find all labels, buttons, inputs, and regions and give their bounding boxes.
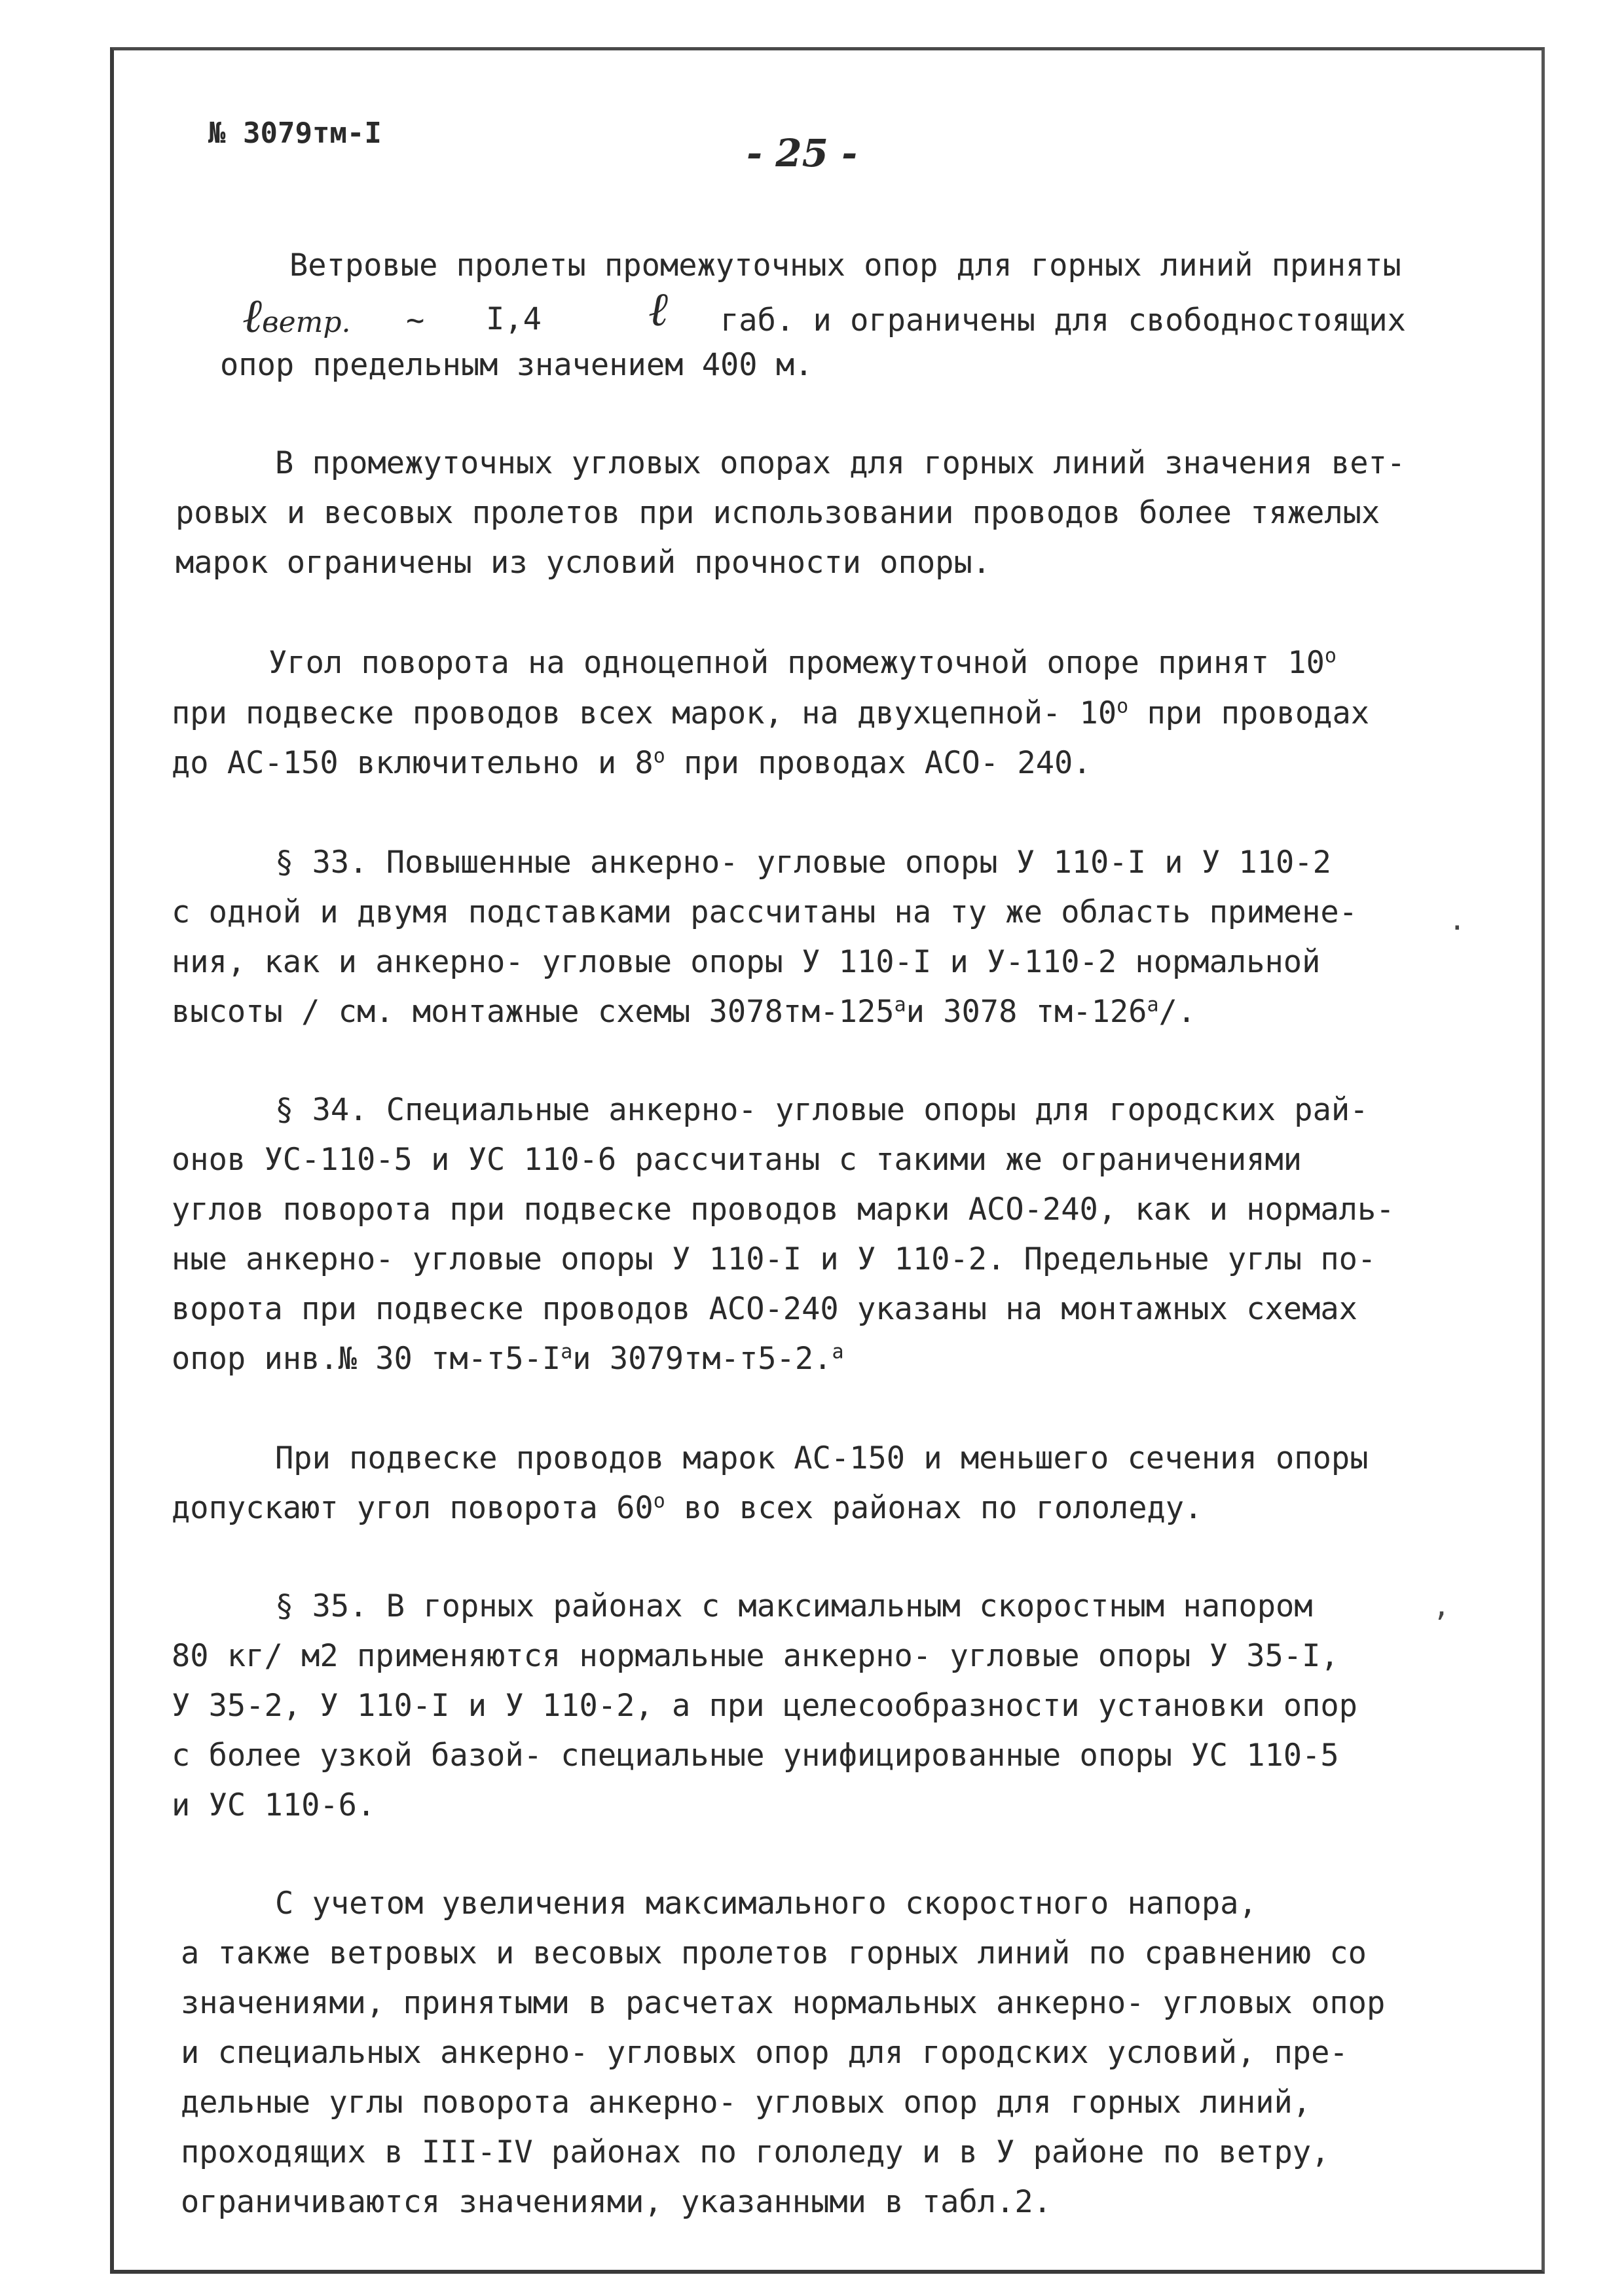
- p3-line2-tail: при проводах: [1147, 695, 1370, 731]
- a-sup: а: [561, 1340, 573, 1364]
- p6-line2-tail: во всех районах по гололеду.: [684, 1490, 1203, 1526]
- p8-line2: а также ветровых и весовых пролетов горных линий по сравнению со: [181, 1935, 1367, 1971]
- p4-line4-text: высоты / см. монтажные схемы 3078тм-125: [172, 994, 895, 1030]
- margin-mark: ,: [1433, 1590, 1450, 1623]
- p5-line3: углов поворота при подвеске проводов марки АСО-240, как и нормаль-: [172, 1192, 1395, 1228]
- p7-line4: с более узкой базой- специальные унифицированные опоры УС 110-5: [172, 1738, 1339, 1774]
- p4-line4-end: /.: [1158, 994, 1196, 1030]
- p3-line2-text: при подвеске проводов всех марок, на двухцепной- 10: [172, 695, 1117, 731]
- p5-line6: [172, 1341, 844, 1377]
- p8-line4: и специальных анкерно- угловых опор для городских условий, пре-: [181, 2035, 1348, 2071]
- a-sup: а: [1147, 993, 1159, 1017]
- p5-line5: ворота при подвеске проводов АСО-240 указаны на монтажных схемах: [172, 1291, 1357, 1327]
- page-number: - 25 -: [747, 131, 858, 175]
- p8-line1: С учетом увеличения максимального скоростного напора,: [275, 1886, 1257, 1922]
- p6-line2: [172, 1490, 1202, 1526]
- p4-line3: ния, как и анкерно- угловые опоры У 110-I и У-110-2 нормальной: [172, 944, 1321, 980]
- formula-l-wind: [242, 288, 351, 344]
- p7-line1: § 35. В горных районах с максимальным скоростным напором: [275, 1588, 1313, 1624]
- p4-line2: с одной и двумя подставками рассчитаны на ту же область примене-: [172, 894, 1357, 930]
- p2-line1: В промежуточных угловых опорах для горных линий значения вет-: [275, 445, 1406, 481]
- formula-symbol: ℓ: [242, 288, 262, 343]
- p5-line1: § 34. Специальные анкерно- угловые опоры для городских рай-: [275, 1092, 1369, 1128]
- p4-line4-mid: и 3078 тм-126: [906, 994, 1147, 1030]
- p3-line3: [172, 745, 1092, 781]
- margin-mark: .: [1449, 903, 1466, 937]
- p4-line1: § 33. Повышенные анкерно- угловые опоры У 110-I и У 110-2: [275, 845, 1331, 881]
- degree-sup: о: [653, 1489, 665, 1513]
- p1-line1: Ветровые пролеты промежуточных опор для горных линий приняты: [289, 247, 1401, 283]
- p3-line2: [172, 695, 1369, 731]
- p2-line2: ровых и весовых пролетов при использовании проводов более тяжелых: [175, 495, 1380, 531]
- p8-line7: ограничиваются значениями, указанными в табл.2.: [181, 2184, 1052, 2220]
- p8-line6: проходящих в III-IV районах по гололеду и в У районе по ветру,: [181, 2134, 1330, 2170]
- p1-line3: опор предельным значением 400 м.: [220, 347, 813, 383]
- p6-line2-text: допускают угол поворота 60: [172, 1490, 654, 1526]
- p5-line6-text: опор инв.№ 30 тм-т5-I: [172, 1341, 561, 1377]
- p2-line3: марок ограничены из условий прочности опоры.: [175, 545, 991, 581]
- p6-line1: При подвеске проводов марок АС-150 и меньшего сечения опоры: [275, 1440, 1369, 1476]
- p7-line2: 80 кг/ м2 применяются нормальные анкерно- угловые опоры У 35-I,: [172, 1638, 1339, 1674]
- p5-line6-tail: и 3079тм-т5-2.: [572, 1341, 832, 1377]
- p3-line1-text: Угол поворота на одноцепной промежуточной опоре принят 10: [268, 645, 1325, 681]
- p7-line3: У 35-2, У 110-I и У 110-2, а при целесообразности установки опор: [172, 1688, 1357, 1724]
- p3-line3-text: до АС-150 включительно и 8: [172, 745, 654, 781]
- p7-line5: и УС 110-6.: [172, 1787, 376, 1823]
- degree-sup: о: [653, 744, 665, 768]
- p3-line3-tail: при проводах АСО- 240.: [684, 745, 1092, 781]
- p5-line2: онов УС-110-5 и УС 110-6 рассчитаны с такими же ограничениями: [172, 1142, 1302, 1178]
- p4-line4: [172, 994, 1196, 1030]
- document-number: № 3079тм-I: [208, 117, 382, 150]
- degree-sup: о: [1324, 644, 1337, 668]
- p8-line3: значениями, принятыми в расчетах нормальных анкерно- угловых опор: [181, 1985, 1386, 2021]
- p1-line2: габ. и ограничены для свободностоящих: [720, 302, 1406, 338]
- formula-l-gab: ℓ: [648, 282, 668, 337]
- degree-sup: о: [1116, 695, 1129, 718]
- a-sup: а: [832, 1340, 844, 1364]
- p3-line1: [268, 645, 1337, 681]
- formula-subscript: ветр.: [262, 306, 351, 339]
- formula-approx: ~: [406, 302, 425, 338]
- p5-line4: ные анкерно- угловые опоры У 110-I и У 110-2. Предельные углы по-: [172, 1241, 1376, 1277]
- formula-coefficient: I,4: [486, 301, 542, 337]
- a-sup: а: [894, 993, 906, 1017]
- p8-line5: дельные углы поворота анкерно- угловых опор для горных линий,: [181, 2085, 1312, 2121]
